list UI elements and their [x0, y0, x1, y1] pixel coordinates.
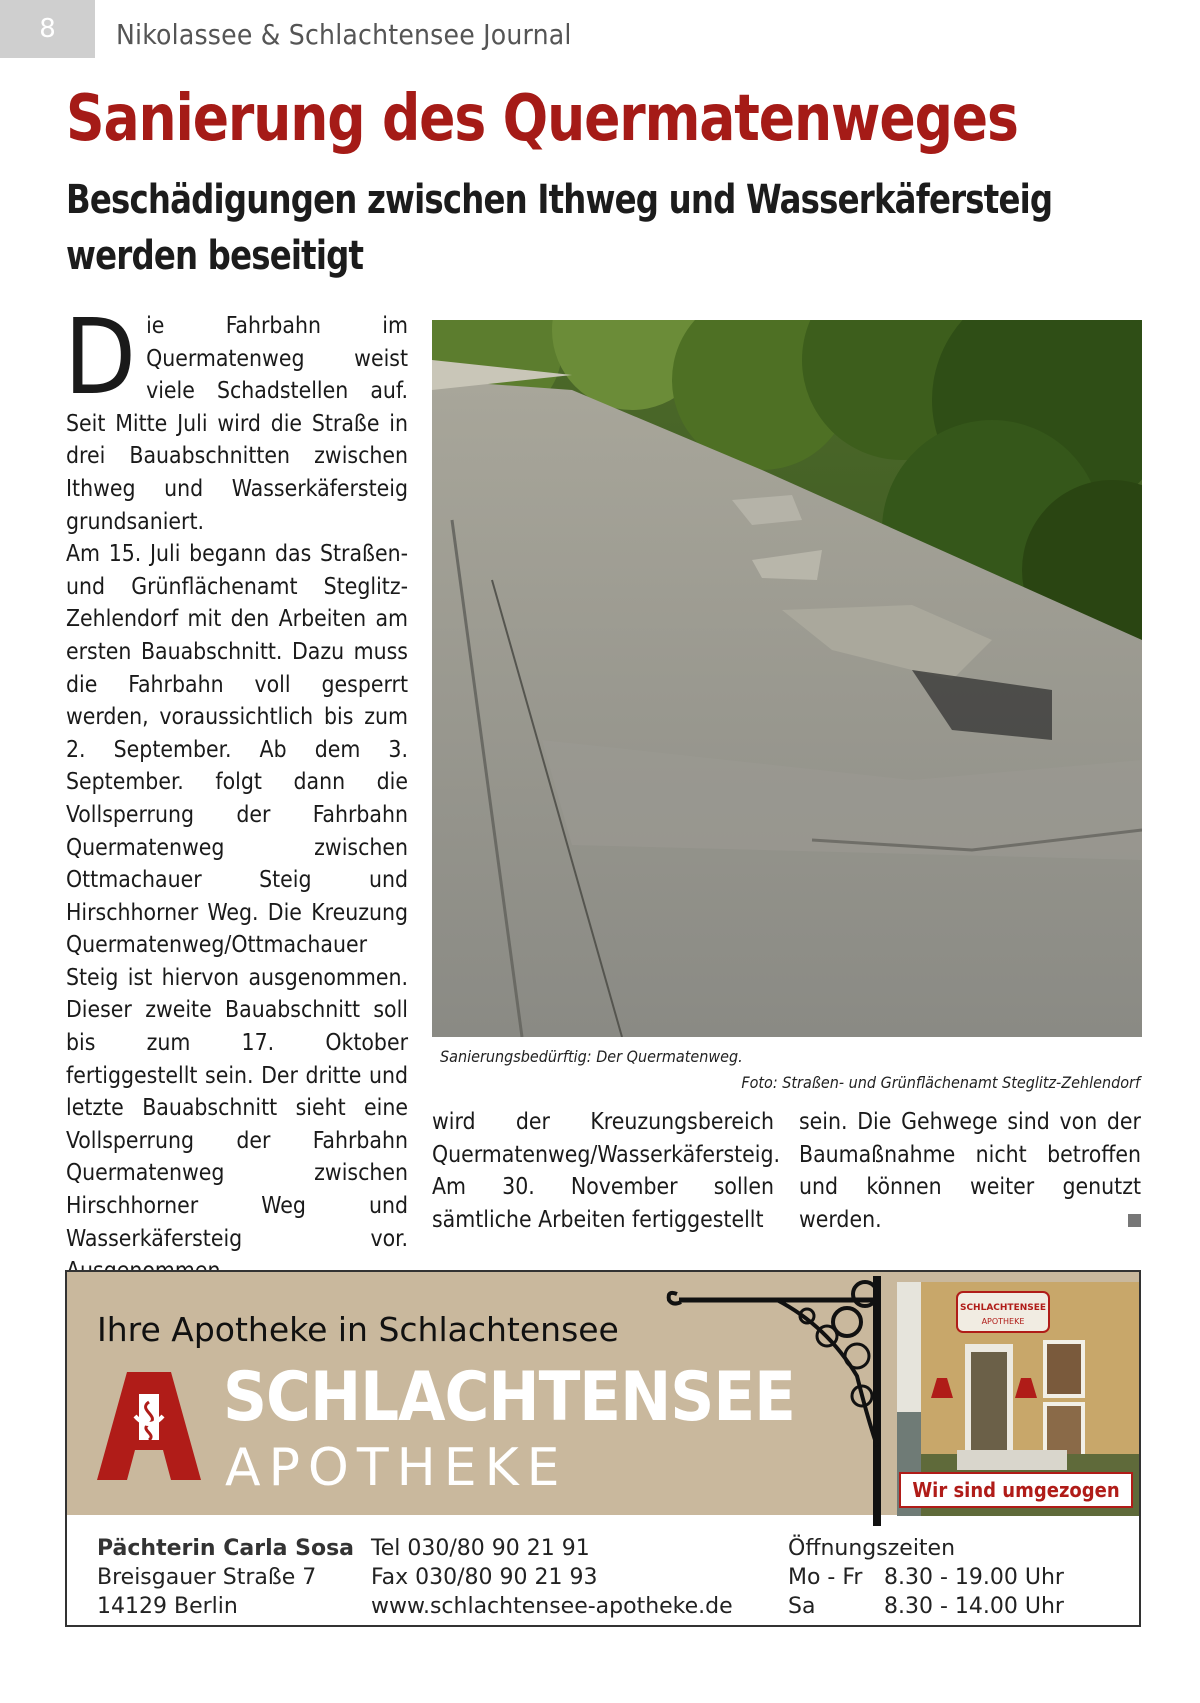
article-subheadline: Beschädigungen zwischen Ithweg und Wasserkäfersteig werden beseitigt	[66, 177, 1053, 279]
column-1-text: ie Fahrbahn im Quermatenweg weist viele Schadstellen auf. Seit Mitte Juli wird die Straße in drei Bauabschnitten zwischen Ithweg und Wasserkäfersteig grundsaniert. Am 15. Juli begann das Straßen- und Grünflächenamt Steglitz-Zehlendorf mit den Arbeiten am ersten Bauabschnitt. Dazu muss die Fahrbahn voll gesperrt werden, voraussichtlich bis zum 2. September. Ab dem 3. September. folgt dann die Vollsperrung der Fahrbahn Quermatenweg zwischen Ottmachauer Steig und Hirschhorner Weg. Die Kreuzung Quermatenweg/Ottmachauer Steig ist hiervon ausgenommen. Dieser zweite Bauabschnitt soll bis zum 17. Oktober fertiggestellt sein. Der dritte und letzte Bauabschnitt sieht eine Vollsperrung der Fahrbahn Quermatenweg zwischen Hirschhorner Weg und Wasserkäfersteig vor.	[66, 313, 408, 1252]
photo-credit: Foto: Straßen- und Grünflächenamt Steglitz-Zehlendorf	[741, 1073, 1140, 1092]
ad-owner-block	[97, 1534, 354, 1621]
sign-text-line1: SCHLACHTENSEE	[959, 1303, 1047, 1313]
end-mark-icon	[1128, 1214, 1141, 1227]
dropcap: D	[64, 296, 137, 418]
hours-time: 8.30 - 19.00 Uhr	[884, 1565, 1064, 1590]
wrought-iron-sign-icon	[657, 1276, 897, 1526]
hours-row-saturday	[788, 1592, 1064, 1621]
road-photo	[432, 320, 1142, 1037]
column-3-text: sein. Die Gehwege sind von der Baumaßnahme nicht betroffen und können weiter genutzt werden.	[799, 1109, 1141, 1233]
hours-day: Sa	[788, 1594, 816, 1619]
apotheke-a-logo-icon	[97, 1372, 201, 1480]
hours-title: Öffnungszeiten	[788, 1536, 956, 1561]
hours-time: 8.30 - 14.00 Uhr	[884, 1594, 1064, 1619]
journal-title: Nikolassee & Schlachtensee Journal	[116, 18, 572, 51]
street-address: Breisgauer Straße 7	[97, 1565, 317, 1590]
owner-name: Pächterin Carla Sosa	[97, 1536, 355, 1561]
page-number: 8	[0, 0, 95, 58]
brand-name: SCHLACHTENSEE	[223, 1358, 795, 1437]
website-link[interactable]: www.schlachtensee-apotheke.de	[371, 1594, 733, 1619]
ad-contact-block	[371, 1534, 733, 1621]
fax-number: Fax 030/80 90 21 93	[371, 1565, 598, 1590]
article-column-1	[64, 296, 408, 1288]
article-headline: Sanierung des Quermatenweges	[66, 82, 1018, 156]
hours-row-weekdays	[788, 1563, 1064, 1592]
city: 14129 Berlin	[97, 1594, 238, 1619]
photo-caption: Sanierungsbedürftig: Der Quermatenweg.	[440, 1047, 743, 1066]
sign-text-line2: APOTHEKE	[981, 1317, 1025, 1326]
ad-headline: Ihre Apotheke in Schlachtensee	[97, 1310, 619, 1349]
phone-number: Tel 030/80 90 21 91	[371, 1536, 590, 1561]
article-column-2: wird der Kreuzungsbereich Quermatenweg/Wasserkäfersteig. Am 30. November sollen sämtliche Arbeiten fertiggestellt	[432, 1109, 781, 1233]
article-column-3	[799, 1106, 1141, 1236]
pharmacy-advertisement	[65, 1270, 1141, 1627]
moved-badge: Wir sind umgezogen	[899, 1472, 1133, 1508]
hours-day: Mo - Fr	[788, 1565, 863, 1590]
brand-subtitle: APOTHEKE	[225, 1438, 568, 1498]
ad-hours-block	[788, 1534, 1064, 1621]
photo-caption-block	[440, 1044, 1140, 1096]
road-photo-illustration	[432, 320, 1142, 1037]
